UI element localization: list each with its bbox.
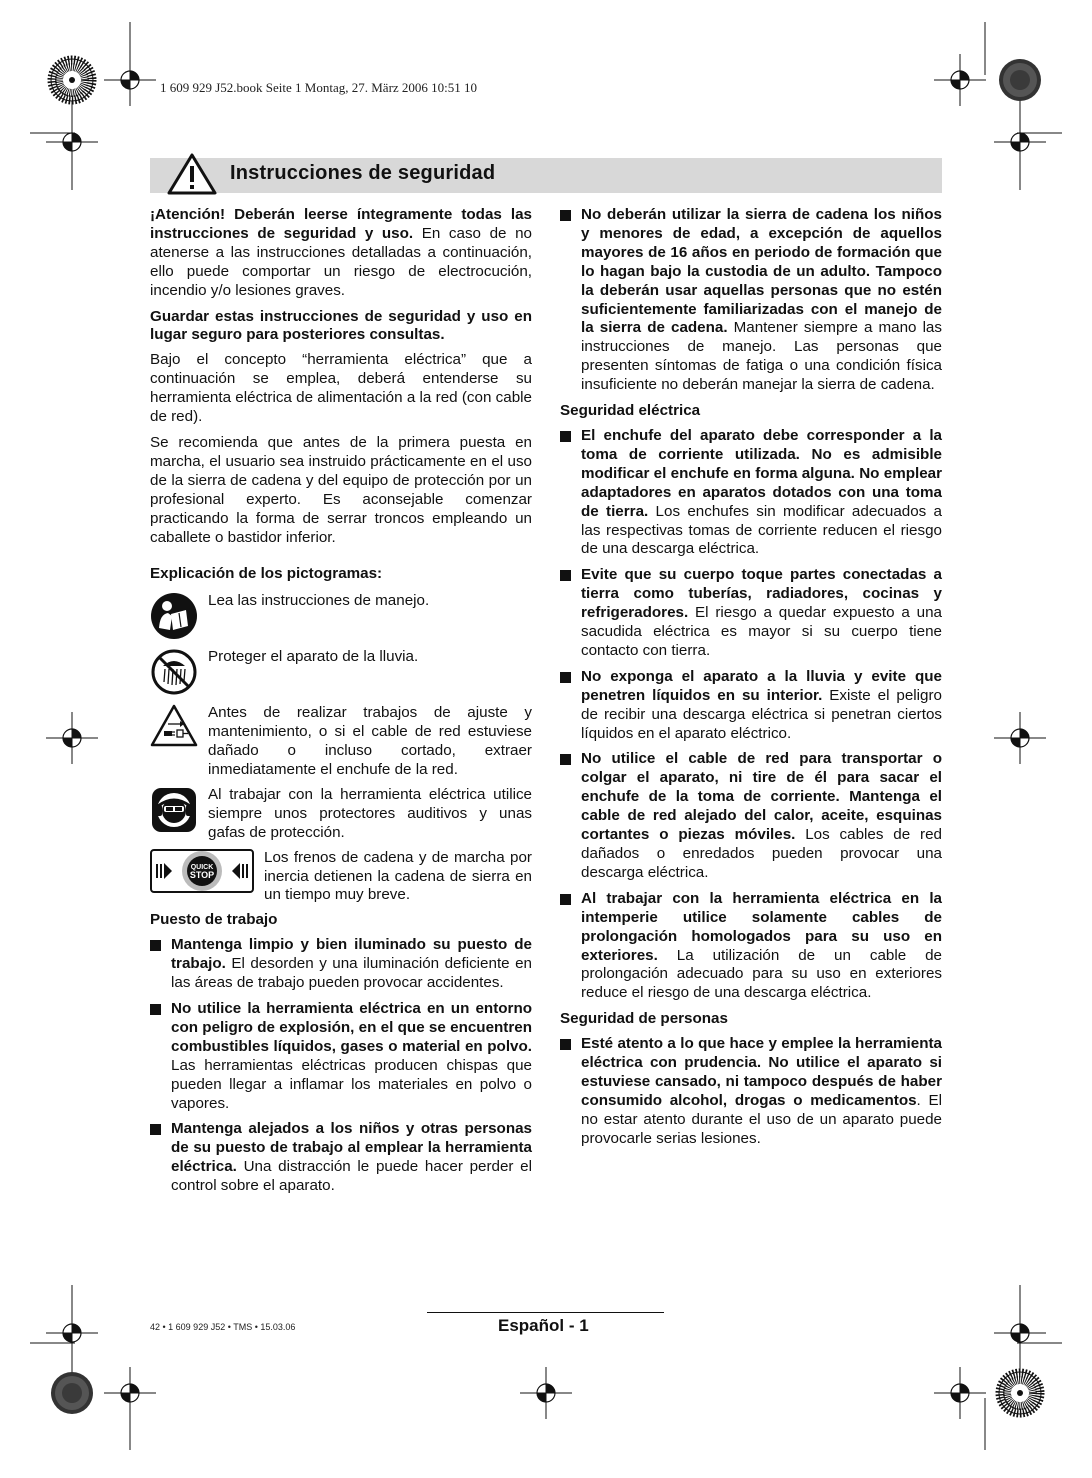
work-heading: Puesto de trabajo bbox=[150, 911, 278, 929]
picto-text: Los frenos de cadena y de marcha por inercia detienen la cadena de sierra en un tiempo muy breve. bbox=[264, 848, 532, 904]
footer-divider bbox=[427, 1312, 664, 1313]
list-item: No utilice la herramienta eléctrica en un entorno con peligro de explosión, en el que se encuentren combustibles líquidos, gases o material en polvo. Las herramientas eléctricas producen chispas que pueden llegar a inflamar los materiales en polvo o vapores. bbox=[150, 1000, 532, 1113]
footer-code: 42 • 1 609 929 J52 • TMS • 15.03.06 bbox=[150, 1322, 296, 1332]
picto-row bbox=[150, 648, 532, 698]
recommend-paragraph: Se recomienda que antes de la primera puesta en marcha, el usuario sea instruido prácticamente en el uso de la sierra de cadena y del equipo de protección por un profesional experto. Es aconsejable comenzar practicando la forma de serrar troncos empleando un caballete o bastidor inferior. bbox=[150, 433, 532, 546]
electric-heading: Seguridad eléctrica bbox=[560, 402, 701, 420]
picto-row bbox=[150, 704, 532, 780]
picto-text: Antes de realizar trabajos de ajuste y mantenimiento, o si el cable de red estuviese dañado o incluso cortado, extraer inmediatamente el enchufe de la red. bbox=[208, 704, 532, 779]
list-item: No deberán utilizar la sierra de cadena los niños y menores de edad, a excepción de aquellos mayores de 16 años en periodo de formación que lo hagan bajo la custodia de un adulto. Tampoco la deberán usar aquellas personas que no estén suficientemente familiarizadas con el manejo de la sierra de cadena. Mantener siempre a mano las instrucciones de manejo. Las personas que presenten síntomas de fatiga o una condición física insuficiente no deberán manejar la sierra de cadena. bbox=[560, 206, 942, 395]
personal-heading: Seguridad de personas bbox=[560, 1010, 728, 1028]
no-rain-icon bbox=[150, 648, 198, 696]
picto-text: Proteger el aparato de la lluvia. bbox=[208, 648, 419, 666]
list-item: El enchufe del aparato debe corresponder a la toma de corriente utilizada. No es admisible modificar el enchufe en forma alguna. No emplear adaptadores en aparatos dotados con una toma de tierra. Los enchufes sin modificar adecuados a las respectivas tomas de corriente reducen el riesgo de una descarga eléctrica. bbox=[560, 427, 942, 559]
picto-row bbox=[150, 849, 532, 906]
read-manual-icon bbox=[150, 592, 198, 640]
list-item: No exponga el aparato a la lluvia y evite que penetren líquidos en su interior. Existe el peligro de recibir una descarga eléctrica si penetran ciertos líquidos en el aparato eléctrico. bbox=[560, 668, 942, 744]
list-item: No utilice el cable de red para transportar o colgar el aparato, ni tire de él para sacar el enchufe de la toma de corriente. Mantenga el cable de red alejado del calor, aceite, esquinas cortantes o piezas móviles. Los cables de red dañados o enredados pueden provocar una descarga eléctrica. bbox=[560, 750, 942, 882]
right-column bbox=[560, 206, 942, 1156]
ear-eye-protection-icon bbox=[150, 786, 198, 834]
book-header: 1 609 929 J52.book Seite 1 Montag, 27. März 2006 10:51 10 bbox=[160, 80, 478, 95]
concept-paragraph: Bajo el concepto “herramienta eléctrica” que a continuación se emplea, deberá entenderse su herramienta eléctrica de alimentación a la red (con cable de red). bbox=[150, 351, 532, 426]
list-item: Mantenga alejados a los niños y otras personas de su puesto de trabajo al emplear la herramienta eléctrica. Una distracción le puede hacer perder el control sobre el aparato. bbox=[150, 1120, 532, 1196]
list-item: Mantenga limpio y bien iluminado su puesto de trabajo. El desorden y una iluminación deficiente en las áreas de trabajo pueden provocar accidentes. bbox=[150, 936, 532, 993]
keep-instructions: Guardar estas instrucciones de seguridad y uso en lugar seguro para posteriores consultas. bbox=[150, 307, 532, 344]
list-item: Al trabajar con la herramienta eléctrica en la intemperie utilice solamente cables de prolongación homologados para su uso en exteriores. La utilización de un cable de prolongación adecuado para su uso en exteriores reduce el riesgo de una descarga eléctrica. bbox=[560, 890, 942, 1003]
warning-triangle-icon bbox=[166, 152, 218, 196]
page-number: Español - 1 bbox=[498, 1316, 589, 1335]
picto-row bbox=[150, 592, 532, 642]
quick-stop-label: STOP bbox=[189, 869, 215, 880]
left-column bbox=[150, 206, 532, 1203]
quick-stop-label: QUICK bbox=[190, 863, 214, 871]
page-title: Instrucciones de seguridad bbox=[230, 162, 496, 184]
picto-heading: Explicación de los pictogramas: bbox=[150, 565, 383, 583]
picto-row bbox=[150, 786, 532, 843]
title-bar bbox=[150, 158, 942, 193]
picto-text: Lea las instrucciones de manejo. bbox=[208, 592, 430, 610]
quick-stop-icon bbox=[150, 849, 254, 893]
intro-paragraph: ¡Atención! Deberán leerse íntegramente todas las instrucciones de seguridad y uso. En caso de no atenerse a las instrucciones detalladas a continuación, ello puede comportar un riesgo de electrocución, incendio y/o lesiones graves. bbox=[150, 206, 532, 299]
unplug-warning-icon bbox=[150, 704, 198, 748]
list-item: Esté atento a lo que hace y emplee la herramienta eléctrica con prudencia. No utilice el aparato si estuviese cansado, ni tampoco después de haber consumido alcohol, drogas o medicamentos. El no estar atento durante el uso de un aparato puede provocarle serias lesiones. bbox=[560, 1035, 942, 1148]
picto-text: Al trabajar con la herramienta eléctrica utilice siempre unos protectores auditivos y unas gafas de protección. bbox=[208, 785, 532, 841]
list-item: Evite que su cuerpo toque partes conectadas a tierra como tuberías, radiadores, cocinas y refrigeradores. El riesgo a quedar expuesto a una sacudida eléctrica es mayor si su cuerpo tiene contacto con tierra. bbox=[560, 566, 942, 661]
